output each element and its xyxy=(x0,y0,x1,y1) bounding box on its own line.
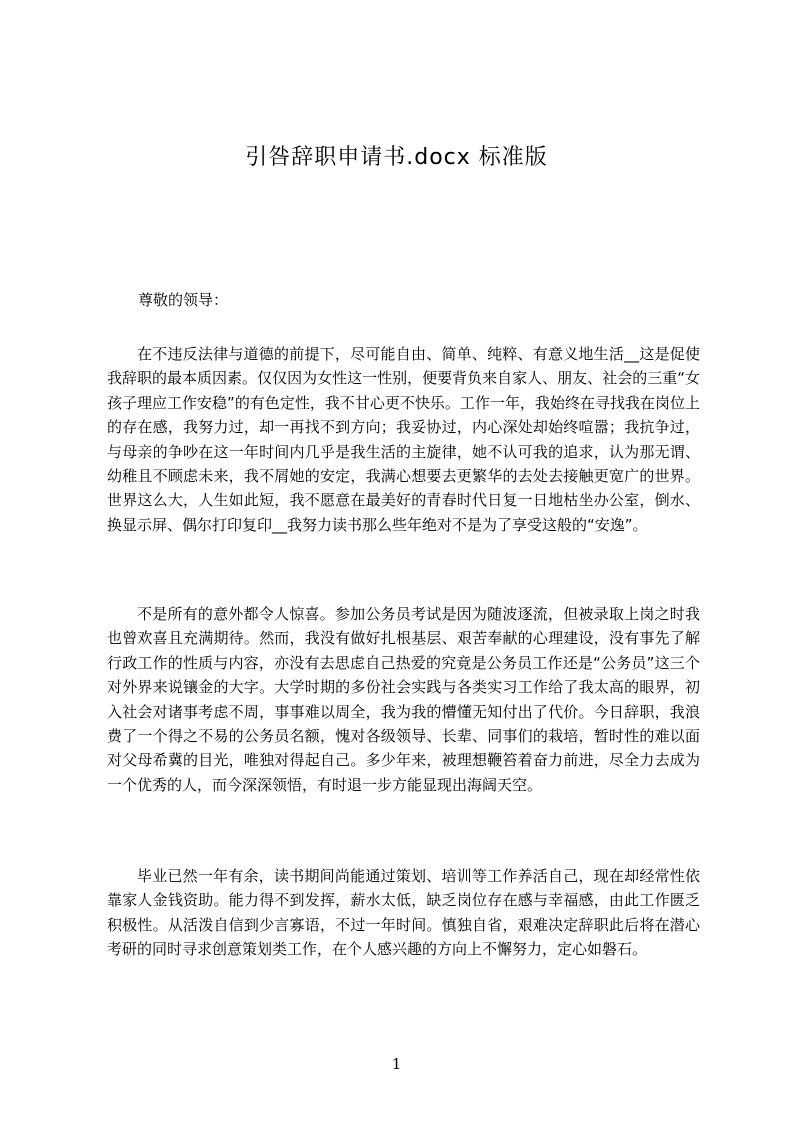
salutation: 尊敬的领导： xyxy=(138,291,229,309)
paragraph-2: 不是所有的意外都令人惊喜。参加公务员考试是因为随波逐流，但被录取上岗之时我也曾欢喜且充满期待。然而，我没有做好扎根基层、艰苦奉献的心理建设，没有事先了解行政工作的性质与内容，亦没有去思虑自己热爱的究竟是公务员工作还是“公务员”这三个对外界来说镶金的大字。大学时期的多份社会实践与各类实习工作给了我太高的眼界，初入社会对诸事考虑不周，事事难以周全，我为我的懵懂无知付出了代价。今日辞职，我浪费了一个得之不易的公务员名额，愧对各级领导、长辈、同事们的栽培，暂时性的难以面对父母希冀的目光，唯独对得起自己。多少年来，被理想鞭笞着奋力前进，尽全力去成为一个优秀的人，而今深深领悟，有时退一步方能显现出海阔天空。 xyxy=(107,605,700,794)
page-number: 1 xyxy=(391,1055,402,1073)
paragraph-3: 毕业已然一年有余，读书期间尚能通过策划、培训等工作养活自己，现在却经常性依靠家人金钱资助。能力得不到发挥，薪水太低，缺乏岗位存在感与幸福感，由此工作匮乏积极性。从活泼自信到少言寡语，不过一年时间。慎独自省，艰难决定辞职此后将在潜心考研的同时寻求创意策划类工作，在个人感兴趣的方向上不懈努力，定心如磐石。 xyxy=(107,867,700,959)
paragraph-1: 在不违反法律与道德的前提下，尽可能自由、简单、纯粹、有意义地生活__这是促使我辞职的最本质因素。仅仅因为女性这一性别，便要背负来自家人、朋友、社会的三重“女孩子理应工作安稳”的有色定性，我不甘心更不快乐。工作一年，我始终在寻找我在岗位上的存在感，我努力过，却一再找不到方向；我妥协过，内心深处却始终喧嚣；我抗争过，与母亲的争吵在这一年时间内几乎是我生活的主旋律，她不认可我的追求，认为那无谓、幼稚且不顾虑未来，我不屑她的安定，我满心想要去更繁华的去处去接触更宽广的世界。世界这么大，人生如此短，我不愿意在最美好的青春时代日复一日地枯坐办公室，倒水、换显示屏、偶尔打印复印__我努力读书那么些年绝对不是为了享受这般的“安逸”。 xyxy=(107,345,700,534)
document-title: 引咎辞职申请书.docx 标准版 xyxy=(245,145,548,170)
